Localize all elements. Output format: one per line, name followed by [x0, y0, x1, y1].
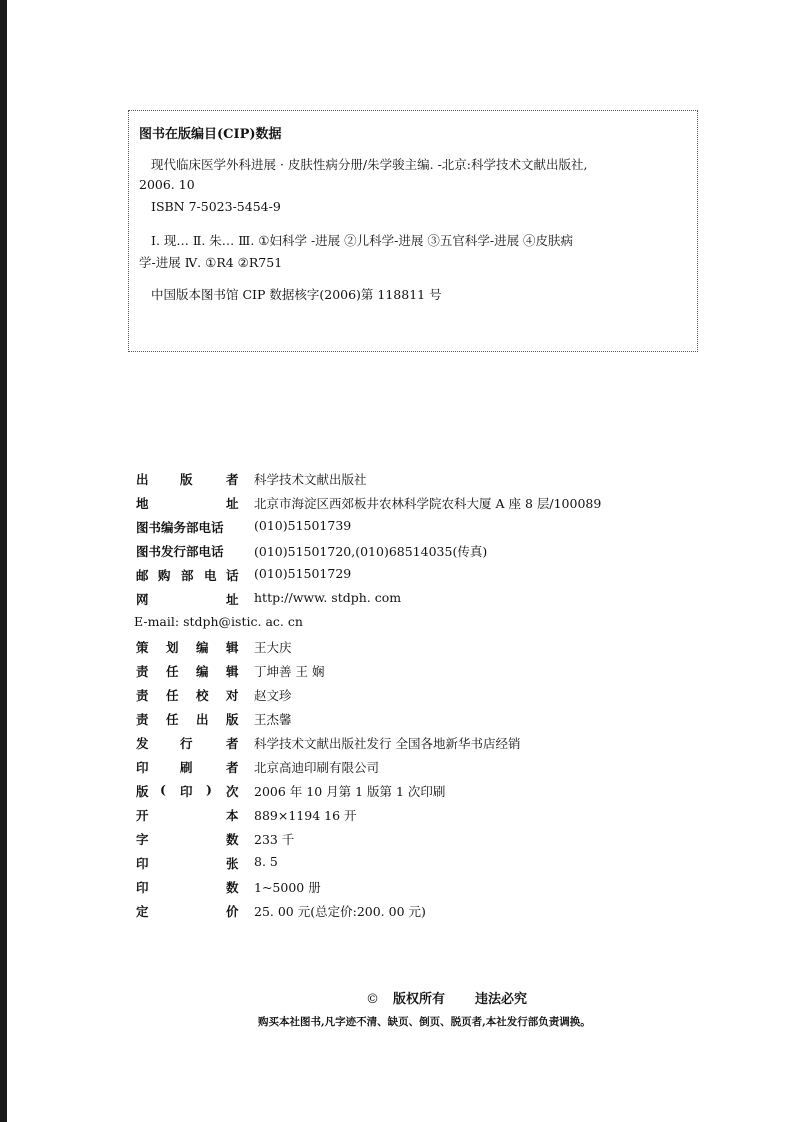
info-label-char: 印	[136, 856, 149, 871]
info-value: (010)51501720,(010)68514035(传真)	[254, 544, 488, 559]
info-value: http://www. stdph. com	[254, 590, 402, 605]
info-label-char: 者	[226, 472, 239, 487]
info-label-char: 版	[136, 784, 149, 799]
cip-record-number: 中国版本图书馆 CIP 数据核字(2006)第 118811 号	[151, 287, 442, 302]
info-label-char: 者	[226, 760, 239, 775]
info-label-char: 数	[226, 880, 239, 895]
info-label-char: 网	[136, 592, 149, 607]
info-label-char: 者	[226, 736, 239, 751]
info-label-char: 印	[136, 880, 149, 895]
info-label-char: 图书编务部电话	[136, 520, 224, 535]
info-label-char: 版	[226, 712, 239, 727]
cip-classification-continued: 学-进展 Ⅳ. ①R4 ②R751	[139, 255, 283, 270]
info-label-char: 校	[196, 688, 209, 703]
info-value: 233 千	[254, 832, 295, 847]
info-label-char: 编	[196, 640, 209, 655]
info-label-char: 出	[196, 712, 209, 727]
info-label-char: 出	[136, 472, 149, 487]
info-value: 1~5000 册	[254, 880, 321, 895]
copyright-line	[366, 988, 527, 1007]
info-label-char: 数	[226, 832, 239, 847]
info-label-char: 图书发行部电话	[136, 544, 224, 559]
info-label-char: 价	[226, 904, 239, 919]
info-label-char: 话	[226, 568, 239, 583]
copyright-icon: ©	[366, 992, 379, 1007]
info-value: 北京市海淀区西郊板井农林科学院农科大厦 A 座 8 层/100089	[254, 496, 602, 511]
info-label-char: (	[160, 782, 166, 797]
info-label-char: 任	[166, 664, 179, 679]
info-label-char: 发	[136, 736, 149, 751]
info-label-char: )	[206, 782, 212, 797]
info-label-char: 电	[204, 568, 217, 583]
info-label-char: 字	[136, 832, 149, 847]
info-label-char: 辑	[226, 640, 239, 655]
info-label-char: 本	[226, 808, 239, 823]
info-value: 赵文珍	[254, 688, 292, 703]
cip-title: 图书在版编目(CIP)数据	[139, 127, 282, 142]
info-row-email: E-mail: stdph@istic. ac. cn	[134, 614, 303, 629]
info-label-char: 次	[226, 784, 239, 799]
cip-bibliographic-line-continued: 2006. 10	[139, 177, 195, 192]
page-spine-shadow	[0, 0, 7, 1122]
info-label-char: 刷	[180, 760, 193, 775]
info-value: 889×1194 16 开	[254, 808, 357, 823]
info-label-char: 邮	[136, 568, 149, 583]
info-label-char: 编	[196, 664, 209, 679]
info-label-char: 策	[136, 640, 149, 655]
info-label-char: 张	[226, 856, 239, 871]
cip-bibliographic-line: 现代临床医学外科进展 · 皮肤性病分册/朱学骏主编. -北京:科学技术文献出版社,	[151, 157, 588, 172]
cip-data-box	[128, 110, 698, 352]
info-value: 北京高迪印刷有限公司	[254, 760, 380, 775]
info-value: 丁坤善 王 娴	[254, 664, 325, 679]
info-label-char: 责	[136, 688, 149, 703]
info-label-char: 址	[226, 496, 239, 511]
info-value: 科学技术文献出版社	[254, 472, 367, 487]
info-label-char: 任	[166, 712, 179, 727]
info-label-char: 印	[180, 784, 193, 799]
info-label-char: 址	[226, 592, 239, 607]
info-label-char: 版	[180, 472, 193, 487]
info-label-char: 购	[158, 568, 171, 583]
info-label-char: 行	[180, 736, 193, 751]
cip-classification: Ⅰ. 现… Ⅱ. 朱… Ⅲ. ①妇科学 -进展 ②儿科学-进展 ③五官科学-进展 ④皮肤病	[151, 233, 574, 248]
info-label-char: 责	[136, 664, 149, 679]
info-value: 25. 00 元(总定价:200. 00 元)	[254, 904, 426, 919]
info-label-char: 任	[166, 688, 179, 703]
info-label-char: 开	[136, 808, 149, 823]
cip-isbn: ISBN 7-5023-5454-9	[151, 199, 281, 214]
info-value: (010)51501739	[254, 518, 352, 533]
defect-notice: 购买本社图书,凡字迹不清、缺页、倒页、脱页者,本社发行部负责调换。	[258, 1016, 591, 1028]
info-value: (010)51501729	[254, 566, 352, 581]
info-label-char: 印	[136, 760, 149, 775]
rights-reserved: 版权所有	[393, 992, 446, 1007]
info-value: 科学技术文献出版社发行 全国各地新华书店经销	[254, 736, 521, 751]
info-label-char: 定	[136, 904, 149, 919]
info-value: 2006 年 10 月第 1 版第 1 次印刷	[254, 784, 446, 799]
info-value: 8. 5	[254, 854, 278, 869]
info-label-char: 对	[226, 688, 239, 703]
info-label-char: 责	[136, 712, 149, 727]
info-label-char: 部	[181, 568, 194, 583]
piracy-warning: 违法必究	[475, 992, 528, 1007]
info-value: 王大庆	[254, 640, 292, 655]
info-label-char: 划	[166, 640, 179, 655]
info-label-char: 地	[136, 496, 149, 511]
info-value: 王杰馨	[254, 712, 292, 727]
info-label-char: 辑	[226, 664, 239, 679]
